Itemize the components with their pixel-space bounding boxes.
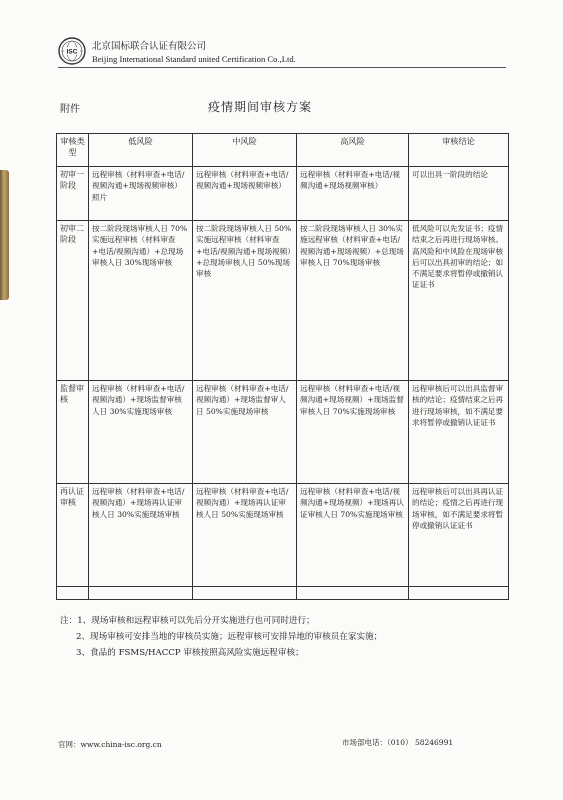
table-row (57, 167, 509, 221)
footer-website: 官网：www.china-isc.org.cn (58, 740, 162, 749)
medium-risk-cell: 远程审核（材料审查+电话/视频沟通）+现场监督审人日 50%实施现场审核 (193, 381, 297, 484)
low-risk-cell: 远程审核（材料审查+电话/视频沟通）+现场再认证审核人日 30%实施现场审核 (89, 484, 193, 587)
audit-type-cell: 再认证审核 (57, 484, 89, 587)
logo-text: ISC (66, 48, 78, 56)
column-header-audit-type: 审核类型 (57, 134, 89, 167)
note-item: 2、现场审核可安排当地的审核员实施；远程审核可安排异地的审核员在家实施； (76, 632, 383, 642)
attachment-label: 附件 (60, 104, 80, 115)
low-risk-cell: 远程审核（材料审查+电话/视频沟通+现场视频审核）照片 (89, 167, 193, 221)
column-header-conclusion: 审核结论 (409, 134, 509, 167)
empty-cell (297, 587, 409, 600)
medium-risk-cell: 按二阶段现场审核人日 50%实施远程审核（材料审查+电话/视频沟通+现场视频）+总现场审核人日 50%现场审核 (193, 221, 297, 381)
audit-plan-table (56, 133, 509, 600)
audit-type-cell: 监督审核 (57, 381, 89, 484)
conclusion-cell: 低风险可以先发证书；疫情结束之后再进行现场审核。高风险和中风险在现场审核后可以出具初审的结论；如不满足要求将暂停或撤销认证证书 (409, 221, 509, 381)
note-item: 注：1、现场审核和远程审核可以先后分开实施进行也可同时进行； (60, 616, 315, 626)
table-row (57, 221, 509, 381)
header-divider (58, 67, 506, 68)
column-header-high-risk: 高风险 (297, 134, 409, 167)
high-risk-cell: 远程审核（材料审查+电话/视频沟通+现场视频审核） (297, 167, 409, 221)
medium-risk-cell: 远程审核（材料审查+电话/视频沟通+现场视频审核） (193, 167, 297, 221)
conclusion-cell: 远程审核后可以出具再认证的结论；疫情之后再进行现场审核，如不满足要求将暂停或撤销认证证书 (409, 484, 509, 587)
audit-type-cell: 初审二阶段 (57, 221, 89, 381)
footer-phone: 市场部电话：（010） 58246991 (342, 738, 454, 747)
high-risk-cell: 按二阶段现场审核人日 30%实施远程审核（材料审查+电话/视频沟通+现场视频）+总现场审核人日 70%现场审核 (297, 221, 409, 381)
high-risk-cell: 远程审核（材料审查+电话/视频沟通+现场视频）+现场监督审核人日 70%实施现场审核 (297, 381, 409, 484)
high-risk-cell: 远程审核（材料审查+电话/视频沟通+现场视频）+现场再认证审核人日 70%实施现场审核 (297, 484, 409, 587)
empty-cell (57, 587, 89, 600)
column-header-low-risk: 低风险 (89, 134, 193, 167)
conclusion-cell: 远程审核后可以出具监督审核的结论；疫情结束之后再进行现场审核，如不满足要求将暂停或撤销认证证书 (409, 381, 509, 484)
empty-cell (409, 587, 509, 600)
conclusion-cell: 可以出具一阶段的结论 (409, 167, 509, 221)
empty-cell (193, 587, 297, 600)
table-row (57, 484, 509, 587)
low-risk-cell: 远程审核（材料审查+电话/视频沟通）+现场监督审核人日 30%实施现场审核 (89, 381, 193, 484)
table-row-empty (57, 587, 509, 600)
table-row (57, 381, 509, 484)
low-risk-cell: 按二阶段现场审核人日 70%实施远程审核（材料审查+电话/视频沟通）+总现场审核人日 30%现场审核 (89, 221, 193, 381)
medium-risk-cell: 远程审核（材料审查+电话/视频沟通）+现场再认证审核人日 50%实施现场审核 (193, 484, 297, 587)
table-header-row (57, 134, 509, 167)
note-item: 3、食品的 FSMS/HACCP 审核按照高风险实施远程审核； (76, 648, 304, 658)
empty-cell (89, 587, 193, 600)
isc-logo-icon (58, 37, 86, 65)
column-header-medium-risk: 中风险 (193, 134, 297, 167)
binder-clip (0, 170, 9, 300)
document-title: 疫情期间审核方案 (208, 100, 313, 114)
audit-type-cell: 初审一阶段 (57, 167, 89, 221)
company-name-cn: 北京国标联合认证有限公司 (92, 41, 207, 52)
company-name-en: Beijing International Standard united Certification Co.,Ltd. (92, 54, 296, 64)
notes-section (60, 613, 382, 661)
